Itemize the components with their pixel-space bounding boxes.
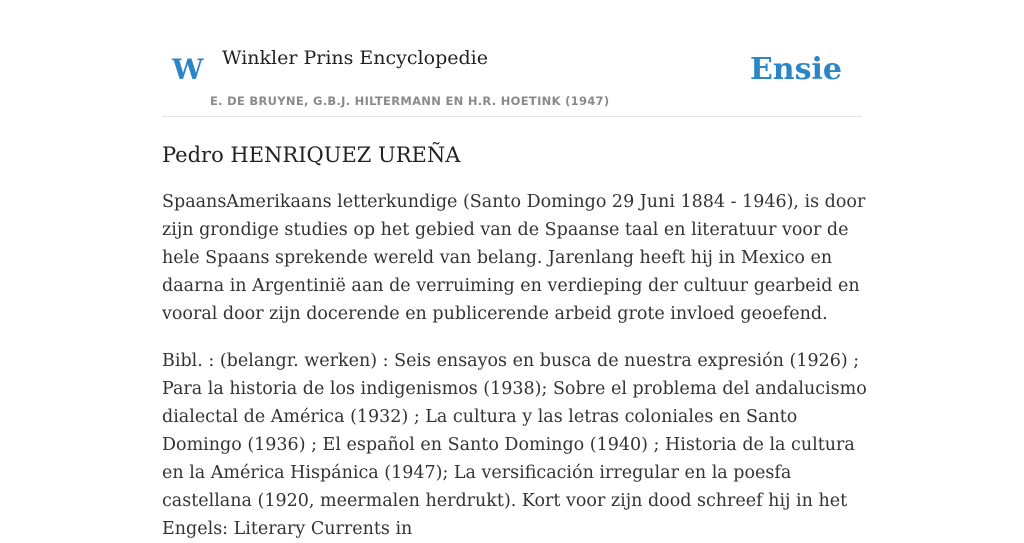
book-authors: E. DE BRUYNE, G.B.J. HILTERMANN EN H.R. HOETINK (1947) [210, 94, 610, 108]
winkler-prins-logo[interactable]: W [172, 53, 204, 86]
article-content [162, 136, 868, 543]
article-paragraph-bibliography: Bibl. : (belangr. werken) : Seis ensayos en busca de nuestra expresión (1926) ; Para la historia de los indigenismos (1938); Sobre el problema del andalucismo dialectal de América (1932) ; La cultura y las letras coloniales en Santo Domingo (1936) ; El español en Santo Domingo (1940) ; Historia de la cultura en la América Hispánica (1947); La versificación irregular en la poesfa castellana (1920, meermalen herdrukt). Kort voor zijn dood schreef hij in het Engels: Literary Currents in [162, 351, 867, 539]
article-paragraph-intro: SpaansAmerikaans letterkundige (Santo Domingo 29 Juni 1884 - 1946), is door zijn grondige studies op het gebied van de Spaanse taal en literatuur voor de hele Spaans sprekende wereld van belang. Jarenlang heeft hij in Mexico en daarna in Argentinië aan de verruiming en verdieping der cultuur gearbeid en vooral door zijn docerende en publicerende arbeid grote invloed geoefend. [162, 192, 866, 324]
ensie-logo[interactable]: Ensie [749, 52, 842, 87]
site-header [162, 0, 862, 117]
article-title: Pedro HENRIQUEZ UREÑA [162, 143, 461, 167]
book-title[interactable]: Winkler Prins Encyclopedie [222, 47, 488, 69]
